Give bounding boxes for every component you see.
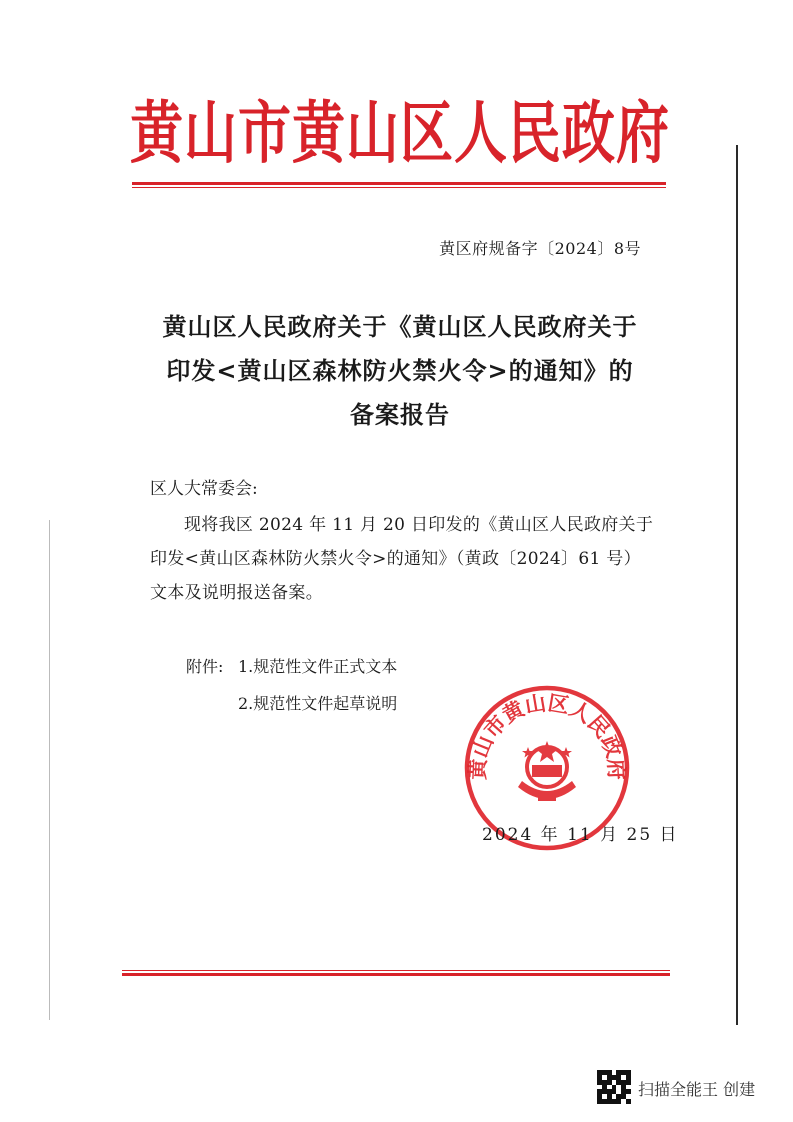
scanner-watermark: 扫描全能王 创建 <box>638 1080 756 1099</box>
title-line: 备案报告 <box>350 401 450 429</box>
qr-code-icon <box>597 1070 631 1104</box>
letterhead-title: 黄山市黄山区人民政府 <box>130 93 670 173</box>
body-line: 文本及说明报送备案。 <box>150 583 323 603</box>
attachments-label: 附件: <box>186 657 224 676</box>
attachments-list <box>186 648 397 722</box>
letterhead-divider <box>132 182 666 188</box>
national-emblem-icon <box>518 741 576 801</box>
document-title <box>130 305 670 437</box>
document-date: 2024 年 11 月 25 日 <box>482 825 679 845</box>
footer-divider <box>122 970 670 976</box>
page-edge-shadow <box>49 520 50 1020</box>
attachment-item: 1.规范性文件正式文本 <box>238 657 398 676</box>
attachment-item: 2.规范性文件起草说明 <box>238 694 398 713</box>
body-line: 现将我区 2024 年 11 月 20 日印发的《黄山区人民政府关于 <box>184 515 654 535</box>
body-line: 印发<黄山区森林防火禁火令>的通知》（黄政〔2024〕61 号） <box>150 549 641 569</box>
title-line: 黄山区人民政府关于《黄山区人民政府关于 <box>162 313 638 341</box>
document-number: 黄区府规备字〔2024〕8号 <box>439 239 641 258</box>
seal-text: 黄山市黄山区人民政府 <box>464 689 630 781</box>
salutation: 区人大常委会: <box>150 479 258 499</box>
page-edge-shadow <box>736 145 738 1025</box>
title-line: 印发<黄山区森林防火禁火令>的通知》的 <box>166 357 634 385</box>
body-paragraph <box>150 508 654 610</box>
